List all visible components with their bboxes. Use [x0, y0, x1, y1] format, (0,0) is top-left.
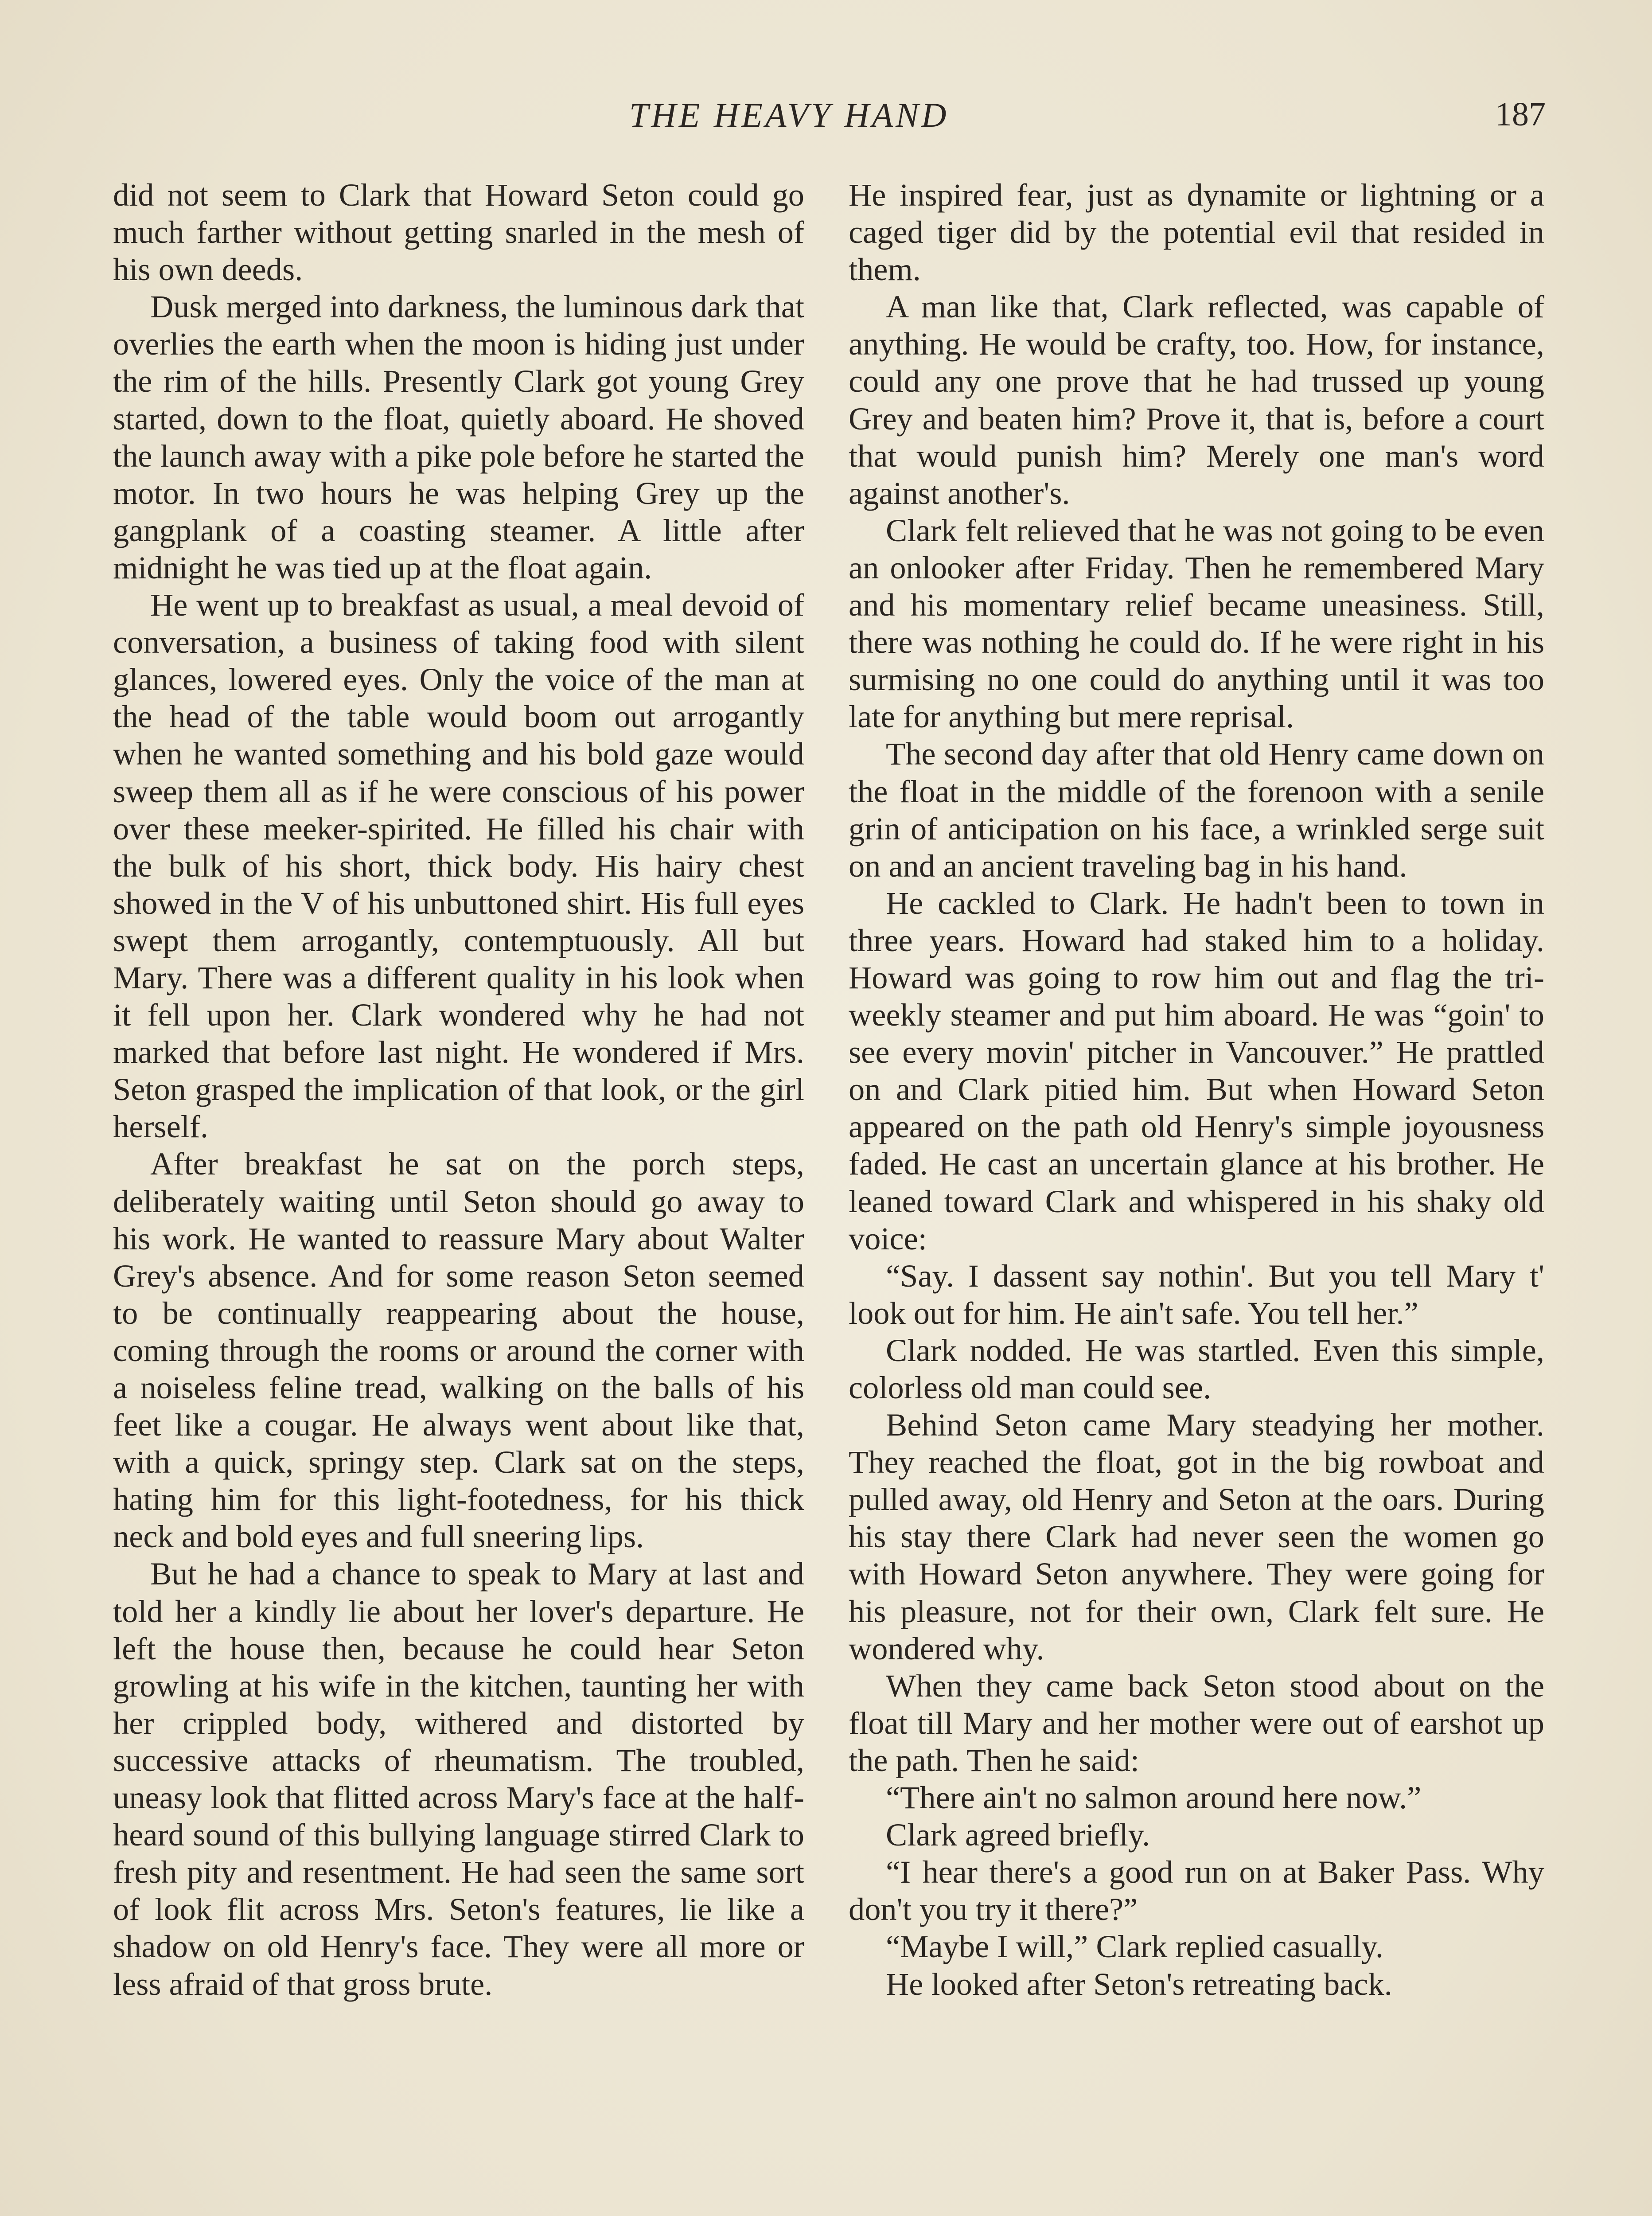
paragraph: did not seem to Clark that Howard Seton could go much farther without getting snarled in the mesh of his own deeds.: [113, 177, 804, 288]
page-number: 187: [1495, 96, 1546, 133]
paragraph: He looked after Seton's retreating back.: [886, 1966, 1392, 2002]
page-title: THE HEAVY HAND: [629, 96, 949, 134]
paragraph: A man like that, Clark reflected, was capable of anything. He would be crafty, too. How, for instance, could any one prove that he had trussed up young Grey and beaten him? Prove it, that is, before a court that would punish him? Merely one man's word against another's.: [849, 289, 1544, 511]
paragraph: Clark agreed briefly.: [886, 1817, 1150, 1853]
paragraph: He went up to breakfast as usual, a meal devoid of conversation, a business of taking food with silent glances, lowered eyes. Only the voice of the man at the head of the table would boom out arrogantly when he wanted something and his bold gaze would sweep them all as if he were conscious of his power over these meeker-spirited. He filled his chair with the bulk of his short, thick body. His hairy chest showed in the V of his unbuttoned shirt. His full eyes swept them arrogantly, contemptuously. All but Mary. There was a different quality in his look when it fell upon her. Clark wondered why he had not marked that before last night. He wondered if Mrs. Seton grasped the implication of that look, or the girl herself.: [113, 587, 804, 1145]
paragraph: “Maybe I will,” Clark replied casually.: [886, 1928, 1383, 1965]
paragraph: But he had a chance to speak to Mary at last and told her a kindly lie about her lover's departure. He left the house then, because he could hear Seton growling at his wife in the kitchen, taunting her with her crippled body, withered and distorted by successive attacks of rheumatism. The troubled, uneasy look that flitted across Mary's face at the half-heard sound of this bullying language stirred Clark to fresh pity and resentment. He had seen the same sort of look flit across Mrs. Seton's features, lie like a shadow on old Henry's face. They were all more or less afraid of that gross brute.: [113, 1556, 804, 2002]
paragraph: “Say. I dassent say nothin'. But you tell Mary t' look out for him. He ain't safe. You tell her.”: [849, 1257, 1544, 1331]
paragraph: “There ain't no salmon around here now.”: [886, 1779, 1422, 1816]
paragraph: The second day after that old Henry came down on the float in the middle of the forenoon with a senile grin of anticipation on his face, a wrinkled serge suit on and an ancient traveling bag in his hand.: [849, 736, 1544, 884]
paragraph: Clark felt relieved that he was not going to be even an onlooker after Friday. Then he remembered Mary and his momentary relief became uneasiness. Still, there was nothing he could do. If he were right in his surmising no one could do anything until it was too late for anything but mere reprisal.: [849, 512, 1544, 735]
paragraph: He inspired fear, just as dynamite or lightning or a caged tiger did by the potential evil that resided in them.: [849, 177, 1544, 288]
right-text-column: [849, 176, 1544, 2003]
paragraph: “I hear there's a good run on at Baker Pass. Why don't you try it there?”: [849, 1854, 1544, 1927]
paragraph: When they came back Seton stood about on the float till Mary and her mother were out of earshot up the path. Then he said:: [849, 1667, 1544, 1778]
paragraph: Clark nodded. He was startled. Even this simple, colorless old man could see.: [849, 1332, 1544, 1405]
running-header: [0, 95, 1652, 148]
paragraph: He cackled to Clark. He hadn't been to town in three years. Howard had staked him to a holiday. Howard was going to row him out and flag the tri-weekly steamer and put him aboard. He was “goin' to see every movin' pitcher in Vancouver.” He prattled on and Clark pitied him. But when Howard Seton appeared on the path old Henry's simple joyousness faded. He cast an uncertain glance at his brother. He leaned toward Clark and whispered in his shaky old voice:: [849, 885, 1544, 1256]
paragraph: Behind Seton came Mary steadying her mother. They reached the float, got in the big rowboat and pulled away, old Henry and Seton at the oars. During his stay there Clark had never seen the women go with Howard Seton anywhere. They were going for his pleasure, not for their own, Clark felt sure. He wondered why.: [849, 1407, 1544, 1666]
left-text-column: [113, 176, 804, 2003]
paragraph: After breakfast he sat on the porch steps, deliberately waiting until Seton should go away to his work. He wanted to reassure Mary about Walter Grey's absence. And for some reason Seton seemed to be continually reappearing about the house, coming through the rooms or around the corner with a noiseless feline tread, walking on the balls of his feet like a cougar. He always went about like that, with a quick, springy step. Clark sat on the steps, hating him for this light-footedness, for his thick neck and bold eyes and full sneering lips.: [113, 1146, 804, 1555]
paragraph: Dusk merged into darkness, the luminous dark that overlies the earth when the moon is hiding just under the rim of the hills. Presently Clark got young Grey started, down to the float, quietly aboard. He shoved the launch away with a pike pole before he started the motor. In two hours he was helping Grey up the gangplank of a coasting steamer. A little after midnight he was tied up at the float again.: [113, 289, 804, 585]
